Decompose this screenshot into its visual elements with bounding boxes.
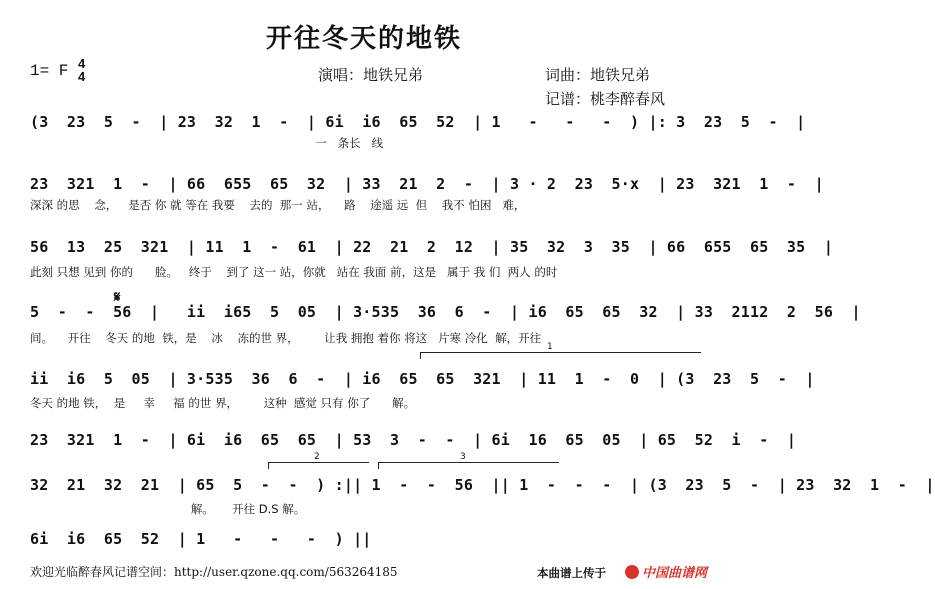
lyrics-line-5: 冬天 的地 铁， 是 幸 福 的世 界， 这种 感觉 只有 你了 解。 — [30, 396, 416, 410]
lyrics-line-7: 解。 开往 D.S 解。 — [30, 502, 306, 516]
upload-note: 本曲谱上传于 — [537, 566, 606, 580]
site-logo — [625, 562, 707, 581]
staff-line-3: 56 13 25 321 | 11 1 - 61 | 22 21 2 12 | 35 32 3 35 | 66 655 65 35 | — [30, 238, 834, 256]
song-title: 开往冬天的地铁 — [265, 24, 462, 54]
staff-line-8: 6i i6 65 52 | 1 - - - ) || — [30, 530, 372, 548]
staff-line-6: 23 321 1 - | 6i i6 65 65 | 53 3 - - | 6i 16 65 05 | 65 52 i - | — [30, 431, 797, 449]
lyrics-line-4: 间。 开往 冬天 的地 铁，是 冰 冻的世 界， 让我 拥抱 着你 将这 片寒 冷化 解，开往 — [30, 331, 542, 345]
volta-1-label: 1 — [547, 342, 553, 352]
staff-line-5: ii i6 5 05 | 3·535 36 6 - | i6 65 65 321 | 11 1 - 0 | (3 23 5 - | — [30, 370, 815, 388]
logo-icon — [625, 565, 639, 579]
lyricist-credit: 词曲：地铁兄弟 — [545, 66, 651, 84]
volta-1-bracket — [420, 342, 701, 359]
singer-credit: 演唱：地铁兄弟 — [318, 66, 424, 84]
volta-3-bracket — [378, 452, 559, 469]
time-signature — [78, 57, 85, 83]
volta-2-label: 2 — [314, 452, 320, 462]
lyrics-line-2: 深深 的思 念， 是否 你 就 等在 我要 去的 那一 站， 路 途遥 远 但 我不 怕困 难， — [30, 198, 526, 212]
volta-3-label: 3 — [460, 452, 466, 462]
staff-line-4: 5 - - 56 | ii i65 5 05 | 3·535 36 6 - | i6 65 65 32 | 33 2112 2 56 | — [30, 303, 861, 321]
key-signature: 1= F — [30, 62, 69, 80]
lyrics-line-3: 此刻 只想 见到 你的 脸。 终于 到了 这一 站，你就 站在 我面 前，这是 属于 我 们 两人 的时 — [30, 265, 558, 279]
lyrics-line-1: 一 条长 线 — [30, 136, 384, 150]
footer-credit: 欢迎光临醉春风记谱空间：http://user.qzone.qq.com/563264185 — [30, 565, 398, 579]
logo-text: 中国曲谱网 — [642, 566, 708, 581]
segno-icon: 𝄋 — [114, 288, 121, 306]
staff-line-7: 32 21 32 21 | 65 5 - - ) :|| 1 - - 56 || 1 - - - | (3 23 5 - | 23 32 1 - | — [30, 476, 935, 494]
staff-line-2: 23 321 1 - | 66 655 65 32 | 33 21 2 - | 3 · 2 23 5·x | 23 321 1 - | — [30, 175, 824, 193]
time-signature-top: 4 — [78, 56, 86, 71]
volta-2-bracket — [268, 452, 369, 469]
staff-line-1: (3 23 5 - | 23 32 1 - | 6i i6 65 52 | 1 - - - ) |: 3 23 5 - | — [30, 113, 806, 131]
transcriber-credit: 记谱：桃李醉春风 — [545, 90, 666, 108]
time-signature-bottom: 4 — [78, 69, 86, 84]
